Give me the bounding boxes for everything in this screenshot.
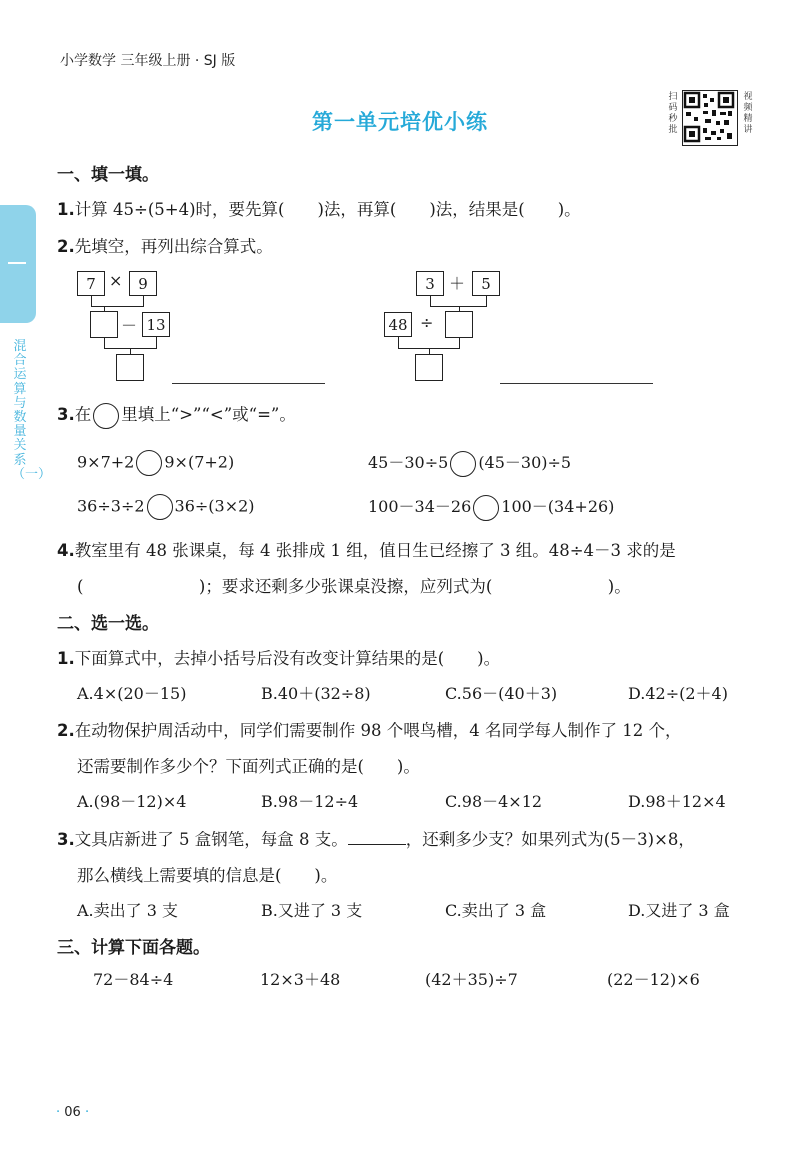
s1-q4: 4.教室里有 48 张课桌，每 4 张排成 1 组，值日生已经擦了 3 组。48÷4－3 求的是	[57, 541, 676, 560]
s2-q1-option-c[interactable]: C.56－(40＋3)	[445, 684, 558, 703]
s2-q2-option-b[interactable]: B.98－12÷4	[261, 792, 359, 811]
section1-heading: 一、填一填。	[57, 165, 159, 185]
chapter-side-tab	[0, 205, 36, 323]
s2-q3: 3.文具店新进了 5 盒钢笔，每盒 8 支。 ，还剩多少支？如果列式为(5－3)×8，	[57, 830, 695, 849]
compare-2: 45－30÷5 (45－30)÷5	[368, 450, 571, 477]
s2-q3-line2: 那么横线上需要填的信息是( )。	[77, 866, 338, 885]
qr-left-label: 扫码秒批	[668, 92, 678, 135]
diagram1-op1: ×	[109, 271, 123, 290]
section2-heading: 二、选一选。	[57, 614, 159, 634]
s1-q1: 1.计算 45÷(5+4)时，要先算( )法，再算( )法，结果是( )。	[57, 200, 581, 219]
s2-q1-option-b[interactable]: B.40＋(32÷8)	[261, 684, 371, 703]
calc-item-2: 12×3＋48	[260, 970, 341, 989]
chapter-number-mark	[8, 262, 26, 264]
compare-circle-3[interactable]	[147, 494, 173, 520]
s2-q2-line2: 还需要制作多少个？下面列式正确的是( )。	[77, 757, 420, 776]
compare-circle-4[interactable]	[473, 495, 499, 521]
s1-q4-line2: ( )；要求还剩多少张课桌没擦，应列式为( )。	[77, 577, 631, 596]
s2-q2-option-d[interactable]: D.98＋12×4	[628, 792, 726, 811]
diagram2-op2: ÷	[420, 313, 434, 332]
circle-sample	[93, 403, 119, 429]
s2-q1: 1.下面算式中，去掉小括号后没有改变计算结果的是( )。	[57, 649, 501, 668]
page-number: · 06 ·	[56, 1105, 90, 1120]
compare-1: 9×7+2 9×(7+2)	[77, 450, 234, 476]
diagram2-box-b: 5	[472, 271, 500, 296]
s2-q3-blank[interactable]	[348, 843, 406, 845]
s2-q3-option-b[interactable]: B.又进了 3 支	[261, 901, 363, 920]
diagram1-op2: －	[121, 316, 138, 335]
s1-q2: 2.先填空，再列出综合算式。	[57, 237, 273, 256]
calc-item-1: 72－84÷4	[93, 970, 174, 989]
calc-item-3: (42＋35)÷7	[425, 970, 518, 989]
calc-item-4: (22－12)×6	[607, 970, 700, 989]
diagram1-answer-line[interactable]	[172, 383, 325, 384]
s2-q2: 2.在动物保护周活动中，同学们需要制作 98 个喂鸟槽，4 名同学每人制作了 12 个，	[57, 721, 682, 740]
section3-heading: 三、计算下面各题。	[57, 938, 210, 958]
book-header: 小学数学 三年级上册 · SJ 版	[60, 53, 236, 69]
diagram2-blank-2[interactable]	[415, 354, 443, 381]
diagram1-box-c: 13	[142, 312, 170, 337]
compare-4: 100－34－26 100－(34+26)	[368, 494, 614, 521]
s2-q3-option-d[interactable]: D.又进了 3 盒	[628, 901, 730, 920]
diagram1-blank-2[interactable]	[116, 354, 144, 381]
page-title: 第一单元培优小练	[312, 110, 488, 134]
s2-q1-option-a[interactable]: A.4×(20－15)	[77, 684, 187, 703]
diagram2-box-c: 48	[384, 312, 412, 337]
qr-right-label: 视频精讲	[743, 92, 753, 135]
s2-q2-option-c[interactable]: C.98－4×12	[445, 792, 543, 811]
diagram2-blank-1[interactable]	[445, 311, 473, 338]
chapter-side-text: 混合运算与数量关系（一）	[12, 339, 52, 482]
s2-q2-option-a[interactable]: A.(98－12)×4	[77, 792, 187, 811]
diagram1-blank-1[interactable]	[90, 311, 118, 338]
s2-q3-option-c[interactable]: C.卖出了 3 盒	[445, 901, 547, 920]
diagram1-box-b: 9	[129, 271, 157, 296]
s2-q1-option-d[interactable]: D.42÷(2＋4)	[628, 684, 728, 703]
compare-3: 36÷3÷2 36÷(3×2)	[77, 494, 255, 520]
diagram2-answer-line[interactable]	[500, 383, 653, 384]
diagram2-box-a: 3	[416, 271, 444, 296]
compare-circle-1[interactable]	[136, 450, 162, 476]
s1-q3: 3.在 里填上“>”“<”或“=”。	[57, 401, 296, 429]
compare-circle-2[interactable]	[450, 451, 476, 477]
diagram2-op1: ＋	[449, 274, 466, 293]
diagram1-box-a: 7	[77, 271, 105, 296]
s2-q3-option-a[interactable]: A.卖出了 3 支	[77, 901, 178, 920]
